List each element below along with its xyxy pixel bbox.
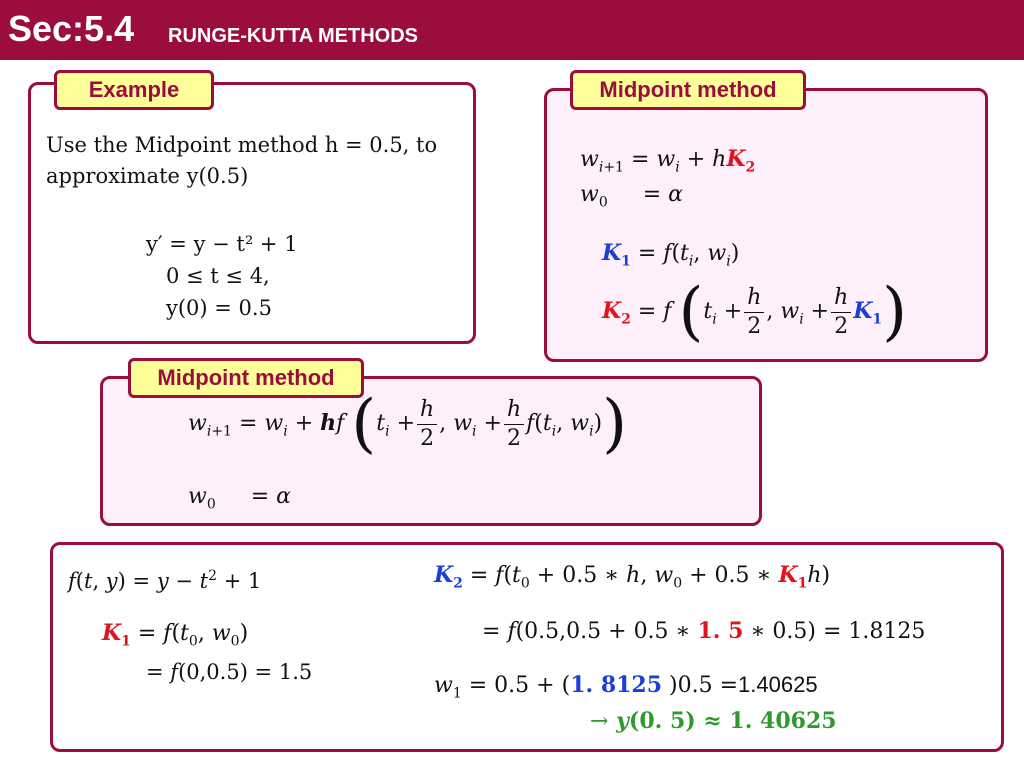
domain-equation: 0 ≤ t ≤ 4, bbox=[166, 264, 270, 288]
final-value: 1. 40625 bbox=[729, 708, 837, 734]
k2-definition: $K_2 = f$ ($t_i$ + $\frac{h}{2}$ , $w_i$ + $\frac{h}{2}$ $K_1$) bbox=[602, 275, 908, 349]
k1-result: = f(0,0.5) = 1.5 bbox=[146, 660, 313, 684]
initial-condition: y(0) = 0.5 bbox=[166, 296, 272, 320]
midpoint-formula-tag: Midpoint method bbox=[128, 358, 364, 398]
k1-definition: $K_1 = f(t_i$, $w_i$) bbox=[602, 240, 740, 270]
example-line-1: Use the Midpoint method h = 0.5, to bbox=[46, 133, 438, 157]
w-update-equation: $w_{i+1} = w_i + hK_2$ bbox=[580, 146, 756, 176]
w1-tail: )0.5 = bbox=[669, 673, 739, 698]
midpoint-w0: $w_0$ = α bbox=[188, 484, 292, 513]
k2-result: = f(0.5,0.5 + 0.5 ∗ 1. 5 ∗ 0.5) = 1.8125 bbox=[482, 618, 926, 644]
midpoint-formula: $w_{i+1} = w_i$ + hf ($t_i$ + $\frac{h}{2}$ , $w_i$ + $\frac{h}{2}$ $f(t_i$, $w_i$)) bbox=[188, 387, 628, 461]
title-bar bbox=[0, 0, 1024, 60]
f-definition: f(t, $y) = y - t^2 + 1$ bbox=[68, 568, 262, 593]
section-number: Sec:5.4 bbox=[8, 8, 135, 49]
example-tag: Example bbox=[54, 70, 214, 110]
section-topic: RUNGE-KUTTA METHODS bbox=[168, 25, 418, 47]
k1-evaluation: $K_1 = f(t_0$, $w_0$) bbox=[102, 620, 249, 650]
final-approximation: → y(0. 5) ≈ 1. 40625 bbox=[590, 708, 837, 734]
w0-equation: $w_0$ = α bbox=[580, 182, 684, 211]
k2-evaluation: $K_2 = f(t_0 + 0.5$ ∗ h, $w_0 + 0.5$ ∗ $K_1h$) bbox=[434, 562, 831, 592]
ode-equation: y′ = y − t² + 1 bbox=[146, 232, 298, 256]
k1-value: 1. 5 bbox=[697, 618, 744, 644]
midpoint-k-tag: Midpoint method bbox=[570, 70, 806, 110]
k2-result-tail: ∗ 0.5) = 1.8125 bbox=[750, 619, 926, 644]
w1-evaluation: $w_1 = 0.5 + (1$. 8125 )0.5 =1.40625 bbox=[434, 672, 818, 702]
k2-value: 1. 8125 bbox=[570, 672, 663, 698]
example-line-2: approximate y(0.5) bbox=[46, 164, 249, 188]
w1-value: 1.40625 bbox=[738, 672, 818, 697]
